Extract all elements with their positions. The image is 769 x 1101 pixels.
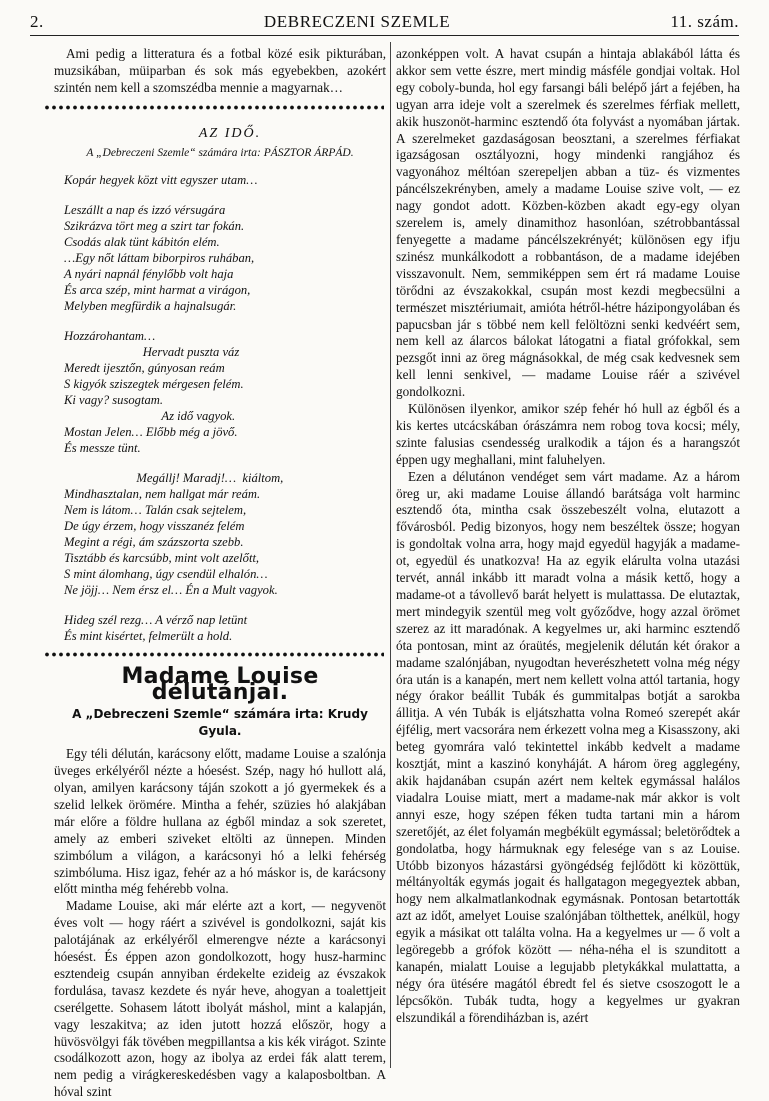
story-paragraph: Ezen a délutánon vendéget sem várt madame. Az a három öreg ur, aki madame Louise állandó barátsága volt harminc esztendő óta, mintha csak összebeszélt volna, elutazott a fővárosból. Pedig bizonyos, hogy nem beszéltek össze; hogyan is gondoltak volna arra, hogy majd egyedül hagyják a madame-ot, egyedül és unatkozva! Ha az egyik elárulta volna utazási tervét, annál inkább itt maradt volna a másik kettő, hogy a madame-ot a távollevő barát helyett is mulattassa. De elutaztak, mert mindegyik szentül meg volt győződve, hogy azzal örömet szerez az itt maradónak. A kegyelmes ur, aki harminc esztendő óta pontosan, mint az óraütés, megjelenik délután két órakor a madame szalónjában, nyugodtan heverészhetett volna még négy óra után is a kanapén, mert nem kellett volna attól tartania, hogy négy órakor beállit Tubák és gummitalpas botját a sarokba állitja. A vén Tubák is eljátszhatta volna Romeó szerepét akár éjfélig, mert vacsorára nem érkezett volna meg a Kisasszony, aki beteg gyomrára való tekintettel inkább kedvelt a madame kosztját, mint a kaszinó konyháját. A három öreg agglegény, akik hajdanában csupán azért nem keltek egymással halálos viadalra Louise miatt, mert a madame-nak már akkor is volt annyi esze, hogy szépen féken tudta tartani min a három szeretőjét, az élet folyamán megbékült egymással; beletörődtek a gondolatba, hogy hármuknak egy felesége van s az Louise. Utóbb bizonyos házastársi gyöngédség fejlődött ki közöttük, méltányolták egymás jogait és hallgatagon megegyeztek abban, hogy nem alkalmatlankodnak egymásnak. Pontosan betartották azt az időt, amelyet Louise szalónjában tölthettek, anélkül, hogy egyik a másikat ott találta volna. Ha a kegyelmes ur — ő volt a legöregebb a grófok között — néha-néha el is szunditott a kanapén, mialatt Louise a legujabb pletykákkal mulattatta, a négy óra ütésére magától ébredt fel és sietve csoszogott le a lépcsőkön. Tubák tudta, hogy a kegyelmes ur gyakran elszundikál a förendiházban is, azért: [396, 468, 740, 1025]
poem-stanza: Hideg szél rezg… A vérző nap letünt És mint kisértet, felmerült a hold.: [64, 612, 248, 643]
ornament-divider: [44, 650, 384, 659]
journal-title: DEBRECZENI SZEMLE: [263, 12, 451, 31]
page-number: 2.: [30, 12, 44, 31]
poem-stanza: Megállj! Maradj!… kiáltom, Mindhasztalan, nem hallgat már reám. Nem is látom… Talán csak sejtelem, De úgy érzem, hogy visszanéz felém Megint a régi, ám százszorta szebb. Tisztább és karcsúbb, mint volt azelőtt, S mint álomhang, úgy csendül elhalón… Ne jöjj… Nem érsz el… Én a Mult vagyok.: [64, 470, 284, 597]
story-author: Krudy Gyula.: [198, 707, 368, 739]
story-paragraph: azonképpen volt. A havat csupán a hintaja ablakából látta és akkor sem vette észre, mert mindig másféle gondjai voltak. Hol egy coboly-bunda, hol egy farsangi báli belépő járt a fejében, ha ugyan arra ideje volt a szerelmek és szerelmes férfiak mellett, akik huszonöt-harminc esztendő óta folyvást a nyomában jártak. A szerelmeket gazdaságosan beosztani, a szerelmes férfiakat igazságosan osztályozni, hogy mindenki rangjához és vagyonához méltóan szerepeljen abban a tüz- és vizmentes páncélszekrényben, amely a madame Louise szive volt, — ez nagy gondot adott. Közben-közben akadt egy-egy olyan szerelem is, amely dinamithoz hasonlóan, szétrobbantással fenyegette a madame páncélszekrényét; különösen egy ifju szinész munkálkodott a robbantáson, de a madame idejében visszavonult. Nem, semmiképpen sem ért rá madame Louise törődni az évszakokkal, csupán most kezdi megbecsülni a természet misztériumait, amióta hétről-hétre házipongyolában és papucsban jár s többé nem kell felöltözni senki kedvéért sem, nem kell az álarcos bálokat látogatni a fiatal grófokkal, sem pezsgőt inni az öreg mágnásokkal, de még csak kedvesnek sem kell lenni senkivel, — madame Louise ráér a szivével gondolkozni.: [396, 46, 740, 400]
header-rule: [30, 35, 739, 36]
poem-title: AZ IDŐ.: [198, 125, 262, 141]
right-column: [396, 46, 740, 1068]
poem-stanza: Leszállt a nap és izzó vérsugára Szikrázva tört meg a szirt tar fokán. Csodás alak tünt kábitón elém. …Egy nőt láttam biborpiros ruhában, A nyári napnál fénylőbb volt haja És arca szép, mint harmat a virágon, Melyben megfürdik a hajnalsugár.: [64, 202, 255, 313]
column-rule: [390, 42, 391, 1068]
story-paragraph: Madame Louise, aki már elérte azt a kort, — negyvenöt éves volt — hogy ráért a szivével is gondolkozni, saját kis palotájának az erkélyéről elmerengve nézte a karácsonyi hóesést. És éppen azon gondolkozott, hogy husz-harminc esztendeig csupán annyiban érdekelte ezideig az évszakok fordulása, tavasz kezdete és nyár heve, ahogyan a toalettjeit cserélgette. Sohasem látott ibolyát máshol, mint a kalapján, vagy leszakitva; az iden jutott hozzá először, hogy a hüvösvölgyi fák tövében megpillantsa a kis kék virágot. Szinte csodálkozott azon, hogy az ibolya az erdei fák alatt terem, nem pedig a virágkereskedésben vagy a kalaposboltban. A hóval szint: [54, 898, 386, 1100]
left-column: [54, 46, 386, 1100]
story-byline: [54, 706, 386, 740]
story-paragraph: Különösen ilyenkor, amikor szép fehér hó hull az égből és a kis kertes utcácskában órászámra nem robog tova kocsi; mély, szinte falusias csendesség uralkodik a tájon és a harangszót éppen ugy meghallani, mint faluhelyen.: [396, 401, 740, 467]
poem-byline: A „Debreczeni Szemle“ számára irta: PÁSZTOR ÁRPÁD.: [86, 146, 354, 159]
issue-number: 11. szám.: [670, 12, 739, 31]
story-byline-prefix: A „Debreczeni Szemle“ számára irta:: [72, 707, 324, 722]
story-title: Madame Louise délutánjai.: [121, 663, 319, 706]
poem-stanza: Kopár hegyek közt vitt egyszer utam…: [64, 172, 258, 187]
poem-stanza: Hozzárohantam… Hervadt puszta váz Meredt ijesztőn, gúnyosan reám S kigyók sziszegtek mérgesen felém. Ki vagy? susogtam. Az idő vagyok. Mostan Jelen… Előbb még a jövő. És messze tünt.: [64, 328, 244, 455]
story-paragraph: Egy téli délután, karácsony előtt, madame Louise a szalónja üveges erkélyéről nézte a hóesést. Szép, nagy hó hullott alá, olyan, amilyen karácsony táján szokott a jó gyermekek és a szelid lelkek örömére. Mintha a fehér, szüzies hó alakjában már előre a földre hullana az égből mindaz a sok szeretet, amely az emberi sziveket eltölti az ünnepen. Minden szimbólum a világon, a karácsonyi hó a lelki fehérség szimbóluma. Hisz igaz, fehér az a hó máskor is, de karácsony előtt mintha még fehérebb volna.: [54, 746, 386, 897]
intro-paragraph: Ami pedig a litteratura és a fotbal közé esik pikturában, muzsikában, müiparban és sok más egyebekben, azokért szintén nem kell a szomszédba mennie a magyarnak…: [54, 46, 386, 95]
ornament-divider: [44, 103, 384, 112]
page-header: [30, 8, 739, 32]
